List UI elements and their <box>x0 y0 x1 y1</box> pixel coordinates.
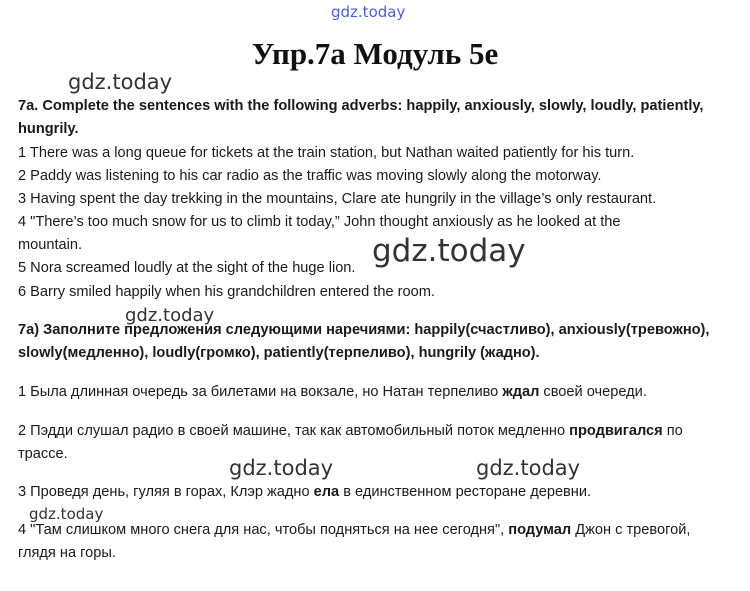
english-sentence-2: 2 Paddy was listening to his car radio as the traffic was moving slowly along the motorway. <box>18 168 602 184</box>
english-sentence-6: 6 Barry smiled happily when his grandchildren entered the room. <box>18 284 435 300</box>
watermark: gdz.today <box>331 3 406 21</box>
answer-verb: ждал <box>502 384 540 400</box>
watermark: gdz.today <box>68 70 173 94</box>
russian-sentence-1: 1 Была длинная очередь за билетами на вокзале, но Натан терпеливо ждал своей очереди. <box>18 384 647 400</box>
english-sentence-3: 3 Having spent the day trekking in the mountains, Clare ate hungrily in the village’s only restaurant. <box>18 191 657 207</box>
russian-sentence-4: 4 "Там слишком много снега для нас, чтобы подняться на нее сегодня", подумал Джон с тревогой, <box>18 522 691 538</box>
russian-task-heading-cont: slowly(медленно), loudly(громко), patiently(терпеливо), hungrily (жадно). <box>18 345 540 361</box>
english-task-heading-cont: hungrily. <box>18 121 79 137</box>
page-title: Упр.7а Модуль 5е <box>251 36 499 71</box>
watermark: gdz.today <box>229 456 334 480</box>
watermark: gdz.today <box>29 505 104 523</box>
english-sentence-4-cont: mountain. <box>18 237 83 253</box>
russian-sentence-2-cont: трассе. <box>18 446 68 462</box>
english-sentence-4: 4 "There’s too much snow for us to climb it today,” John thought anxiously as he looked at the <box>18 214 621 230</box>
watermark: gdz.today <box>125 305 215 326</box>
russian-sentence-3: 3 Проведя день, гуляя в горах, Клэр жадно ела в единственном ресторане деревни. <box>18 484 592 500</box>
russian-task-heading: 7a) Заполните предложения следующими наречиями: happily(счастливо), anxiously(тревожно), <box>18 322 710 338</box>
watermark: gdz.today <box>372 233 526 269</box>
answer-verb: продвигался <box>569 423 663 439</box>
russian-sentence-4-cont: глядя на горы. <box>18 545 116 561</box>
english-sentence-1: 1 There was a long queue for tickets at the train station, but Nathan waited patiently for his turn. <box>18 145 635 161</box>
answer-verb: подумал <box>508 522 572 538</box>
english-task-heading: 7a. Complete the sentences with the following adverbs: happily, anxiously, slowly, loudly, patiently, <box>18 98 704 114</box>
english-sentence-5: 5 Nora screamed loudly at the sight of the huge lion. <box>18 260 356 276</box>
russian-sentence-2: 2 Пэдди слушал радио в своей машине, так как автомобильный поток медленно продвигался по <box>18 423 683 439</box>
watermark: gdz.today <box>476 456 581 480</box>
answer-verb: ела <box>313 484 340 500</box>
